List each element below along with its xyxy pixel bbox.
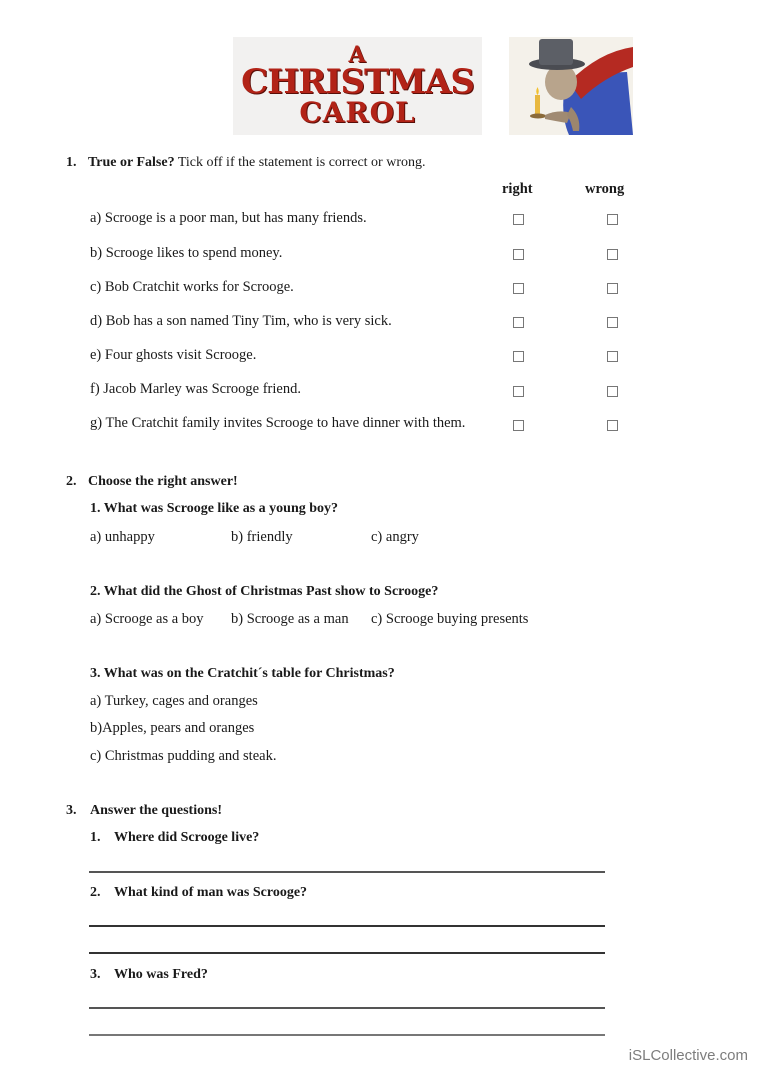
scrooge-icon [509, 37, 633, 135]
checkbox-e-right[interactable] [513, 351, 524, 362]
question-text: Who was Fred? [114, 967, 208, 982]
mc-q2-option-a[interactable]: a) Scrooge as a boy [90, 611, 204, 627]
statement-d: d) Bob has a son named Tiny Tim, who is very sick. [90, 313, 392, 329]
question-number: 1. [90, 830, 101, 845]
section-title: Choose the right answer! [88, 474, 238, 489]
answer-line-3a[interactable] [89, 1007, 605, 1009]
mc-question-3: 3. What was on the Cratchit´s table for Christmas? [90, 666, 395, 681]
question-number: 3. [90, 967, 101, 982]
checkbox-b-right[interactable] [513, 249, 524, 260]
statement-g: g) The Cratchit family invites Scrooge to have dinner with them. [90, 415, 466, 431]
scrooge-illustration [509, 37, 633, 135]
section-instructions: Tick off if the statement is correct or wrong. [174, 155, 426, 170]
checkbox-d-right[interactable] [513, 317, 524, 328]
mc-question-2: 2. What did the Ghost of Christmas Past show to Scrooge? [90, 584, 439, 599]
answer-line-1[interactable] [89, 871, 605, 873]
checkbox-c-wrong[interactable] [607, 283, 618, 294]
answer-line-2a[interactable] [89, 925, 605, 927]
checkbox-b-wrong[interactable] [607, 249, 618, 260]
statement-a: a) Scrooge is a poor man, but has many friends. [90, 210, 367, 226]
open-question-2 [90, 885, 307, 901]
logo-line-carol: CAROL [299, 96, 416, 129]
column-header-right: right [502, 181, 533, 197]
mc-q1-option-c[interactable]: c) angry [371, 529, 419, 545]
checkbox-a-right[interactable] [513, 214, 524, 225]
mc-q1-option-b[interactable]: b) friendly [231, 529, 293, 545]
checkbox-g-right[interactable] [513, 420, 524, 431]
section-number: 1. [66, 155, 77, 170]
checkbox-e-wrong[interactable] [607, 351, 618, 362]
mc-q2-option-c[interactable]: c) Scrooge buying presents [371, 611, 529, 627]
mc-q1-option-a[interactable]: a) unhappy [90, 529, 155, 545]
mc-q3-option-c[interactable]: c) Christmas pudding and steak. [90, 748, 277, 764]
christmas-carol-logo [233, 37, 482, 135]
section-number: 2. [66, 474, 77, 489]
checkbox-f-wrong[interactable] [607, 386, 618, 397]
question-text: What kind of man was Scrooge? [114, 885, 308, 900]
section-2-heading [66, 474, 238, 490]
mc-q2-option-b[interactable]: b) Scrooge as a man [231, 611, 349, 627]
checkbox-c-right[interactable] [513, 283, 524, 294]
question-text: Where did Scrooge live? [114, 830, 260, 845]
column-header-wrong: wrong [585, 181, 625, 197]
answer-line-3b[interactable] [89, 1034, 605, 1036]
checkbox-g-wrong[interactable] [607, 420, 618, 431]
checkbox-d-wrong[interactable] [607, 317, 618, 328]
logo-line-a: A [348, 42, 367, 68]
answer-line-2b[interactable] [89, 952, 605, 954]
statement-e: e) Four ghosts visit Scrooge. [90, 347, 257, 363]
open-question-3 [90, 967, 208, 983]
question-number: 2. [90, 885, 101, 900]
section-3-heading [66, 803, 222, 819]
checkbox-f-right[interactable] [513, 386, 524, 397]
section-1-heading [66, 155, 426, 171]
section-title: True or False? [88, 155, 175, 170]
section-number: 3. [66, 803, 77, 818]
watermark: iSLCollective.com [628, 1047, 748, 1064]
statement-f: f) Jacob Marley was Scrooge friend. [90, 381, 301, 397]
statement-b: b) Scrooge likes to spend money. [90, 245, 283, 261]
section-title: Answer the questions! [90, 803, 222, 818]
mc-q3-option-b[interactable]: b)Apples, pears and oranges [90, 720, 255, 736]
statement-c: c) Bob Cratchit works for Scrooge. [90, 279, 294, 295]
mc-question-1: 1. What was Scrooge like as a young boy? [90, 501, 339, 516]
open-question-1 [90, 830, 259, 846]
mc-q3-option-a[interactable]: a) Turkey, cages and oranges [90, 693, 258, 709]
logo-line-christmas: CHRISTMAS [241, 62, 474, 102]
checkbox-a-wrong[interactable] [607, 214, 618, 225]
